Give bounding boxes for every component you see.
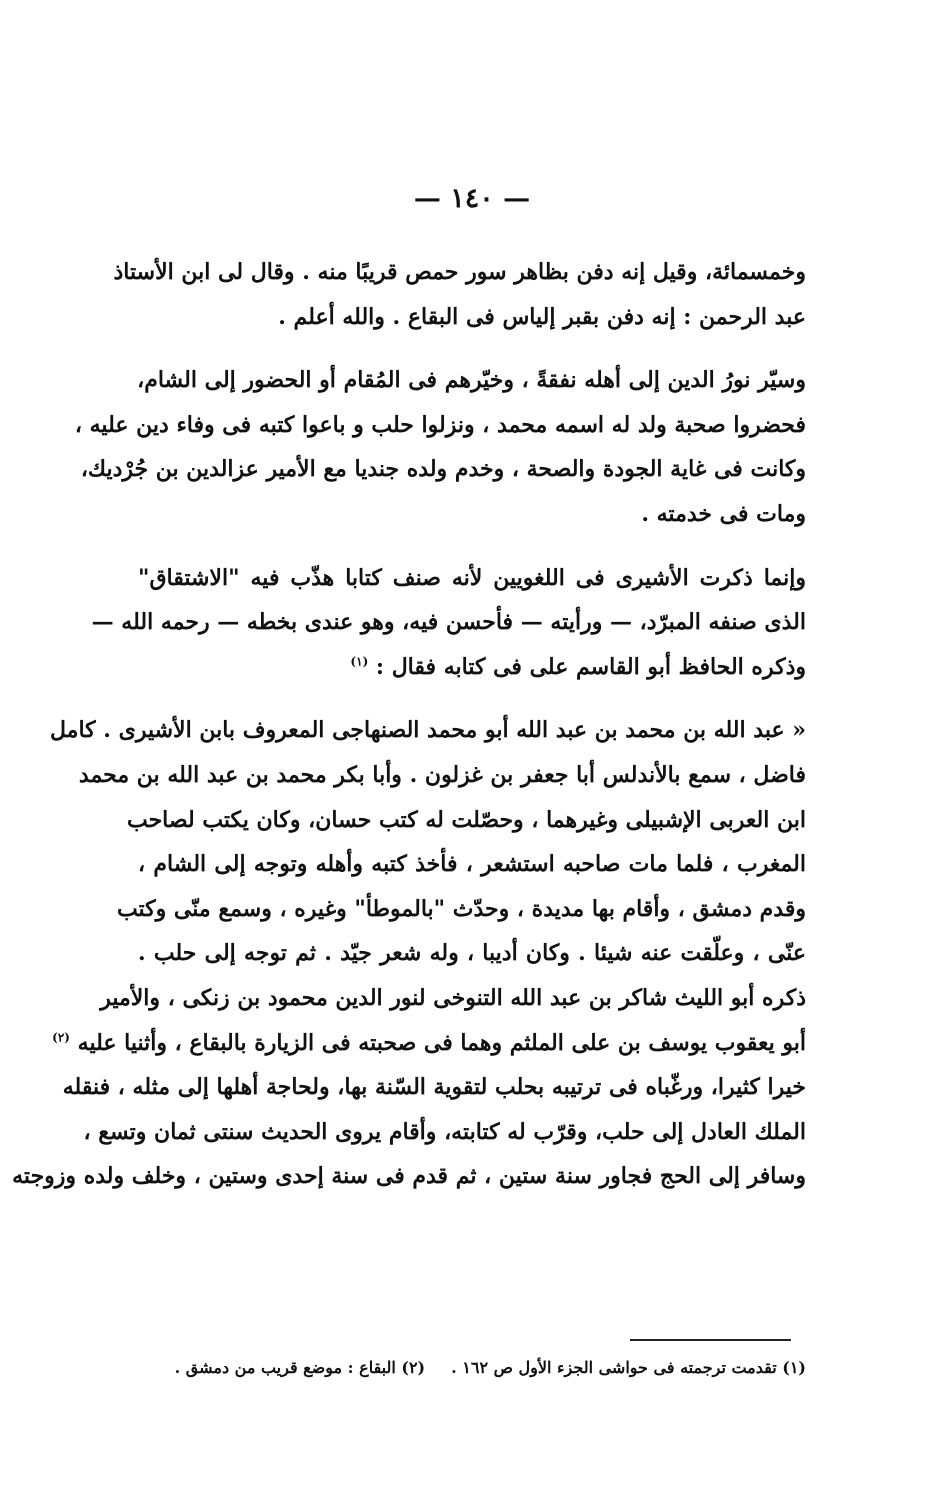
text-line <box>52 1021 806 1066</box>
text-line: الذى صنفه المبرّد، — ورأيته — فأحسن فيه، وهو عندى بخطه — رحمه الله — <box>91 609 806 636</box>
text-line <box>138 645 806 690</box>
page-number: — ١٤٠ — <box>413 183 531 214</box>
text-line: ابن العربى الإشبيلى وغيرهما ، وحصّلت له كتب حسان، وكان يكتب لصاحب <box>126 806 806 833</box>
footnote-marker: (١) <box>350 654 369 669</box>
text-line: وسافر إلى الحج فجاور سنة ستين ، ثم قدم فى سنة إحدى وستين ، وخلف ولده وزوجته <box>12 1163 806 1190</box>
text-line: « عبد الله بن محمد بن عبد الله أبو محمد الصنهاجى المعروف بابن الأشيرى . كامل <box>50 717 806 744</box>
paragraph <box>74 358 806 536</box>
text-line: المغرب ، فلما مات صاحبه استشعر ، فأخذ كتبه وأهله وتوجه إلى الشام ، <box>138 851 806 878</box>
main-text <box>12 250 807 1199</box>
text-line: فاضل ، سمع بالأندلس أبا جعفر بن غزلون . وأبا بكر محمد بن عبد الله بن محمد <box>78 761 806 788</box>
footnote-marker: (٢) <box>52 1030 70 1045</box>
footnote-divider <box>630 1339 791 1341</box>
text-line-content: أبو يعقوب يوسف بن على الملثم وهما فى صحبته فى الزيارة بالبقاع ، وأثنيا عليه <box>77 1029 806 1056</box>
text-line: وقدم دمشق ، وأقام بها مديدة ، وحدّث "بالموطأ" وغيره ، وسمع منّى وكتب <box>116 895 806 922</box>
text-line: عنّى ، وعلّقت عنه شيئا . وكان أديبا ، وله شعر جيّد . ثم توجه إلى حلب . <box>138 940 807 967</box>
text-line: ومات فى خدمته . <box>641 500 806 527</box>
text-line: وإنما ذكرت الأشيرى فى اللغويين لأنه صنف كتابا هذّب فيه "الاشتقاق" <box>138 564 806 591</box>
footnote-1: (١) تقدمت ترجمته فى حواشى الجزء الأول ص ١٦٢ . <box>451 1358 806 1377</box>
text-line: عبد الرحمن : إنه دفن بقبر إلياس فى البقاع . والله أعلم . <box>278 303 806 330</box>
footnotes <box>138 1353 806 1383</box>
paragraph <box>91 556 806 690</box>
paragraph <box>12 708 807 1199</box>
text-line: وكانت فى غاية الجودة والصحة ، وخدم ولده جنديا مع الأمير عزالدين بن جُرْديك، <box>80 456 806 483</box>
text-line: الملك العادل إلى حلب، وقرّب له كتابته، وأقام يروى الحديث سنتى ثمان وتسع ، <box>83 1118 806 1145</box>
text-line: وخمسمائة، وقيل إنه دفن بظاهر سور حمص قريبًا منه . وقال لى ابن الأستاذ <box>113 259 806 285</box>
text-line-content: وذكره الحافظ أبو القاسم على فى كتابه فقال : <box>375 653 806 680</box>
paragraph <box>113 250 806 339</box>
footnote-2: (٢) البقاع : موضع قريب من دمشق . <box>174 1358 426 1377</box>
text-line: وسيّر نورُ الدين إلى أهله نفقةً ، وخيّرهم فى المُقام أو الحضور إلى الشام، <box>137 367 806 394</box>
text-line: ذكره أبو الليث شاكر بن عبد الله التنوخى لنور الدين محمود بن زنكى ، والأمير <box>100 984 806 1011</box>
text-line: فحضروا صحبة ولد له اسمه محمد ، ونزلوا حلب و باعوا كتبه فى وفاء دين عليه ، <box>74 411 806 438</box>
text-line: خيرا كثيرا، ورغّباه فى ترتيبه بحلب لتقوية السّنة بها، ولحاجة أهلها إلى مثله ، فنقله <box>62 1074 806 1101</box>
